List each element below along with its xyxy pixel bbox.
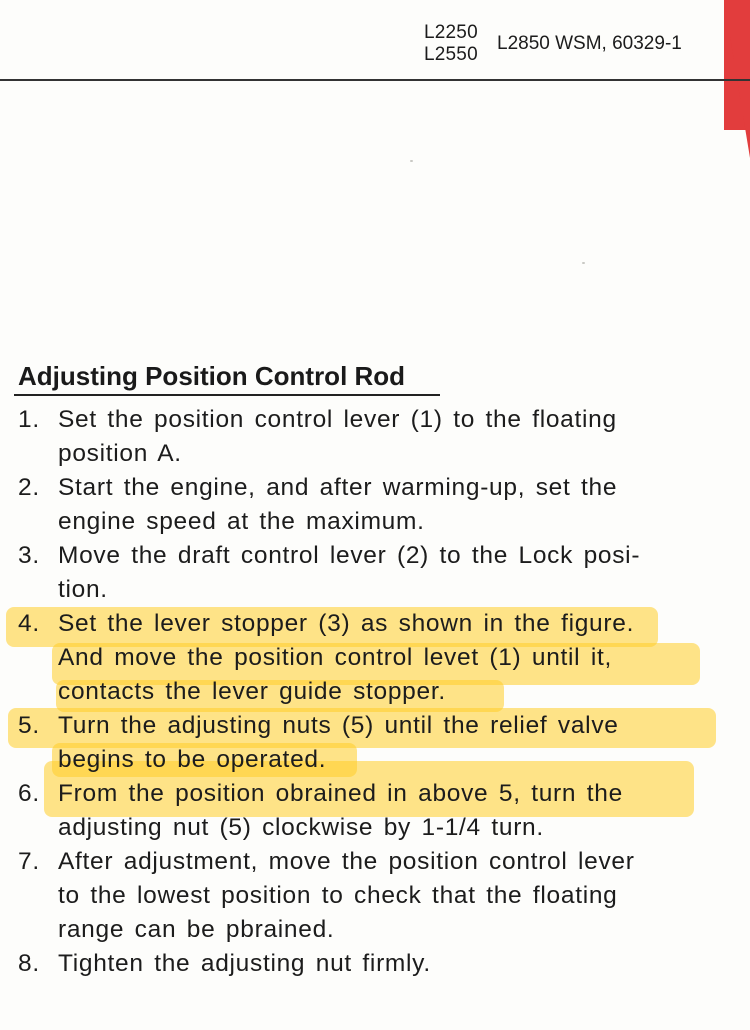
- step-item: [18, 539, 718, 607]
- step-item: [18, 403, 718, 471]
- model-numbers: [424, 22, 478, 66]
- step-text: engine speed at the maximum.: [58, 508, 425, 535]
- model-number: L2550: [424, 44, 478, 65]
- step-text: tion.: [58, 576, 108, 603]
- step-text: adjusting nut (5) clockwise by 1-1/4 turn.: [58, 814, 544, 841]
- step-number: 6.: [18, 780, 40, 807]
- step-number: 3.: [18, 542, 40, 569]
- scan-speck: [582, 262, 585, 264]
- step-item: [18, 709, 718, 777]
- step-text: After adjustment, move the position control lever: [58, 848, 635, 875]
- step-text: to the lowest position to check that the floating: [58, 882, 618, 909]
- step-text: Turn the adjusting nuts (5) until the relief valve: [58, 712, 619, 739]
- step-text: Move the draft control lever (2) to the Lock posi-: [58, 542, 641, 569]
- step-number: 1.: [18, 406, 40, 433]
- step-text: begins to be operated.: [58, 746, 327, 773]
- step-item: [18, 777, 718, 845]
- step-text: Set the lever stopper (3) as shown in the figure.: [58, 610, 635, 637]
- step-number: 2.: [18, 474, 40, 501]
- step-text: And move the position control levet (1) until it,: [58, 644, 612, 671]
- section-title: Adjusting Position Control Rod: [18, 361, 406, 391]
- step-item: [18, 947, 718, 981]
- step-text: Set the position control lever (1) to the floating: [58, 406, 617, 433]
- step-text: position A.: [58, 440, 182, 467]
- model-number: L2250: [424, 22, 478, 43]
- step-number: 8.: [18, 950, 40, 977]
- step-list: [18, 403, 718, 981]
- step-number: 5.: [18, 712, 40, 739]
- step-text: Tighten the adjusting nut firmly.: [58, 950, 431, 977]
- title-underline: [14, 394, 440, 396]
- step-text: range can be pbrained.: [58, 916, 335, 943]
- header-divider: [0, 79, 750, 81]
- step-number: 7.: [18, 848, 40, 875]
- step-text: contacts the lever guide stopper.: [58, 678, 446, 705]
- step-item: [18, 607, 718, 709]
- step-item: [18, 845, 718, 947]
- step-text: Start the engine, and after warming-up, set the: [58, 474, 618, 501]
- step-item: [18, 471, 718, 539]
- step-number: 4.: [18, 610, 40, 637]
- step-text: From the position obrained in above 5, turn the: [58, 780, 623, 807]
- manual-reference: L2850 WSM, 60329-1: [497, 33, 682, 54]
- scan-speck: [410, 160, 413, 162]
